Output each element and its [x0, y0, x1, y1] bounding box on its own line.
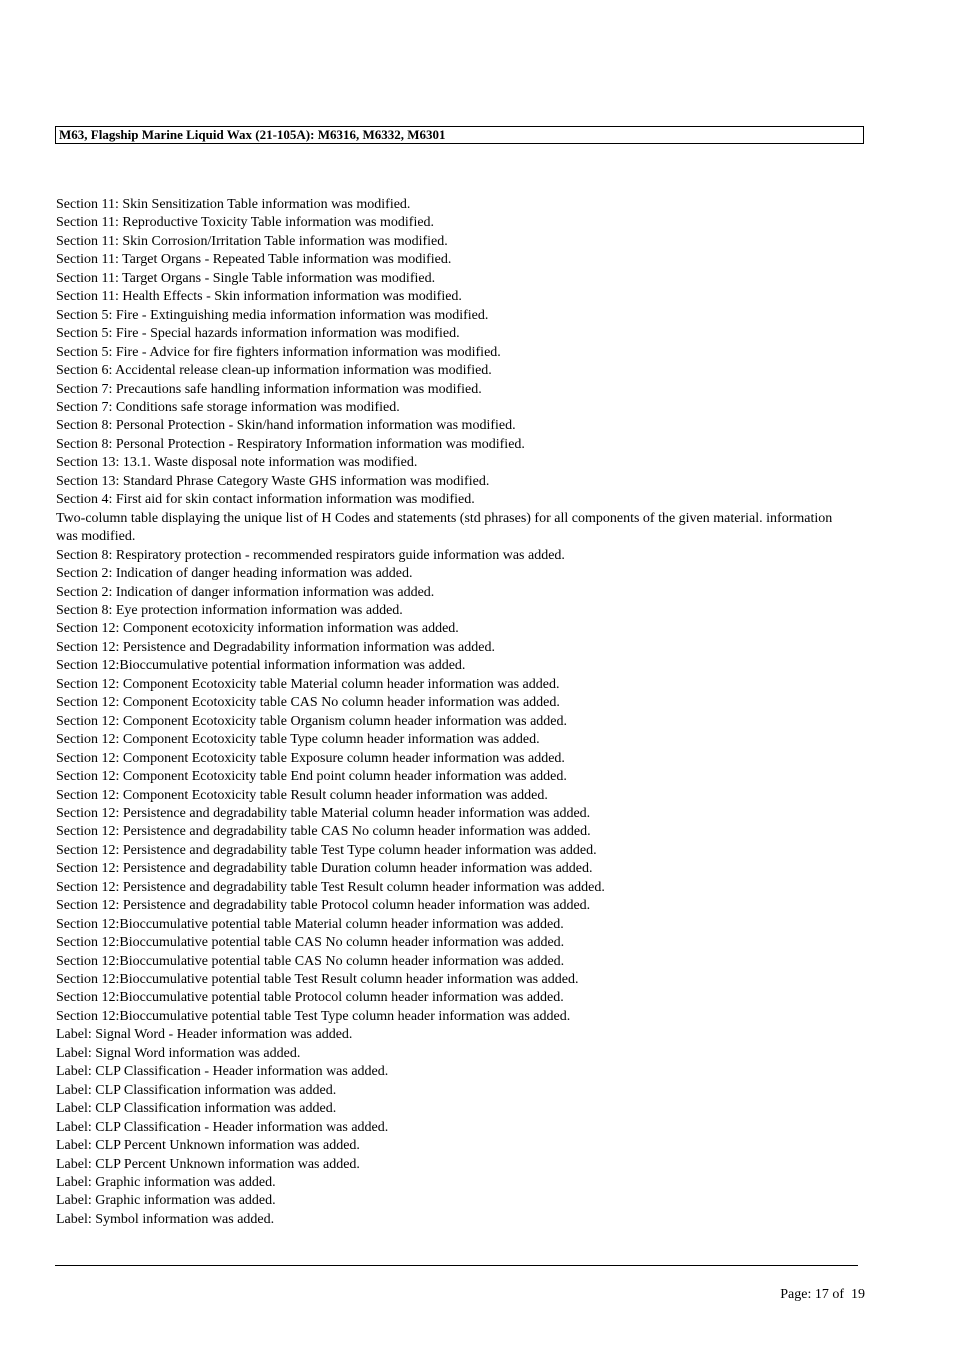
revision-line: Section 4: First aid for skin contact information information was modified.	[56, 492, 475, 508]
document-title: M63, Flagship Marine Liquid Wax (21-105A): M6316, M6332, M6301	[59, 127, 446, 142]
revision-line: Label: Signal Word information was added.	[56, 1045, 301, 1061]
revision-line: Section 12:Bioccumulative potential table CAS No column header information was added.	[56, 953, 565, 969]
revision-line: Section 12: Persistence and degradability table Duration column header information was added.	[56, 861, 593, 877]
revision-line: Section 11: Skin Corrosion/Irritation Table information was modified.	[56, 233, 448, 249]
revision-line: Section 12:Bioccumulative potential table Test Type column header information was added.	[56, 1008, 571, 1024]
revision-line: Section 6: Accidental release clean-up information information was modified.	[56, 363, 492, 379]
revision-line: Section 12:Bioccumulative potential table Test Result column header information was added.	[56, 972, 579, 988]
revision-line: Section 2: Indication of danger heading information was added.	[56, 566, 413, 582]
revision-line: Section 12: Component ecotoxicity information information was added.	[56, 621, 459, 637]
revision-line: Section 7: Precautions safe handling information information was modified.	[56, 381, 482, 397]
revision-line: Section 12: Component Ecotoxicity table Organism column header information was added.	[56, 713, 568, 729]
revision-line: Section 5: Fire - Special hazards information information was modified.	[56, 326, 460, 342]
revision-line: Section 12: Persistence and degradability table Material column header information was added.	[56, 805, 591, 821]
page-number: Page: 17 of 19	[780, 1287, 865, 1302]
revision-line: Section 11: Reproductive Toxicity Table information was modified.	[56, 215, 435, 231]
revision-line: Section 12: Persistence and degradability table CAS No column header information was added.	[56, 824, 591, 840]
revision-line: Section 12:Bioccumulative potential table CAS No column header information was added.	[56, 935, 565, 951]
revision-line: Label: CLP Percent Unknown information was added.	[56, 1138, 360, 1154]
revision-line: Label: CLP Percent Unknown information was added.	[56, 1156, 360, 1172]
revision-line: Section 8: Respiratory protection - recommended respirators guide information was added.	[56, 547, 565, 563]
document-header	[55, 126, 864, 144]
revision-line: Section 8: Personal Protection - Respiratory Information information was modified.	[56, 436, 525, 452]
revision-line: Section 13: Standard Phrase Category Waste GHS information was modified.	[56, 473, 490, 489]
revision-line: Section 12: Persistence and degradability table Protocol column header information was added.	[56, 898, 591, 914]
revision-line: Section 12:Bioccumulative potential table Protocol column header information was added.	[56, 990, 564, 1006]
revision-line: Section 8: Personal Protection - Skin/hand information information was modified.	[56, 418, 516, 434]
revision-line: Section 11: Skin Sensitization Table information was modified.	[56, 197, 411, 212]
revision-line: Section 8: Eye protection information information was added.	[56, 602, 403, 618]
revision-line: Label: Graphic information was added.	[56, 1193, 276, 1209]
revision-line: Label: CLP Classification information was added.	[56, 1082, 337, 1098]
revision-line: Section 12: Persistence and degradability table Test Type column header information was added.	[56, 842, 597, 858]
revision-line: Section 12: Persistence and degradability table Test Result column header information was added.	[56, 879, 605, 895]
revision-line: Section 12: Component Ecotoxicity table Material column header information was added.	[56, 676, 560, 692]
revision-line: Label: Signal Word - Header information was added.	[56, 1027, 353, 1043]
revision-line: Two-column table displaying the unique list of H Codes and statements (std phrases) for all components of the given material. information was modified.	[56, 510, 836, 545]
revision-line: Section 12: Component Ecotoxicity table End point column header information was added.	[56, 769, 567, 785]
revision-line: Section 12: Persistence and Degradability information information was added.	[56, 639, 495, 655]
revision-line: Section 5: Fire - Extinguishing media information information was modified.	[56, 307, 489, 323]
revision-list	[56, 196, 836, 1229]
revision-line: Section 12: Component Ecotoxicity table Type column header information was added.	[56, 732, 540, 748]
revision-line: Label: Graphic information was added.	[56, 1175, 276, 1191]
revision-line: Section 11: Health Effects - Skin information information was modified.	[56, 289, 462, 305]
revision-line: Section 12:Bioccumulative potential information information was added.	[56, 658, 466, 674]
revision-line: Label: CLP Classification - Header information was added.	[56, 1119, 389, 1135]
revision-line: Section 7: Conditions safe storage information was modified.	[56, 399, 400, 415]
revision-line: Section 13: 13.1. Waste disposal note information was modified.	[56, 455, 418, 471]
footer-divider	[55, 1265, 858, 1266]
revision-line: Label: CLP Classification information was added.	[56, 1101, 337, 1117]
revision-line: Section 2: Indication of danger information information was added.	[56, 584, 435, 600]
revision-line: Section 12: Component Ecotoxicity table Exposure column header information was added.	[56, 750, 565, 766]
revision-line: Section 12: Component Ecotoxicity table Result column header information was added.	[56, 787, 548, 803]
revision-line: Section 11: Target Organs - Single Table information was modified.	[56, 270, 436, 286]
revision-line: Section 11: Target Organs - Repeated Table information was modified.	[56, 252, 452, 268]
revision-line: Label: Symbol information was added.	[56, 1211, 275, 1227]
revision-line: Section 5: Fire - Advice for fire fighters information information was modified.	[56, 344, 501, 360]
revision-line: Label: CLP Classification - Header information was added.	[56, 1064, 389, 1080]
revision-line: Section 12: Component Ecotoxicity table CAS No column header information was added.	[56, 695, 560, 711]
revision-line: Section 12:Bioccumulative potential table Material column header information was added.	[56, 916, 564, 932]
